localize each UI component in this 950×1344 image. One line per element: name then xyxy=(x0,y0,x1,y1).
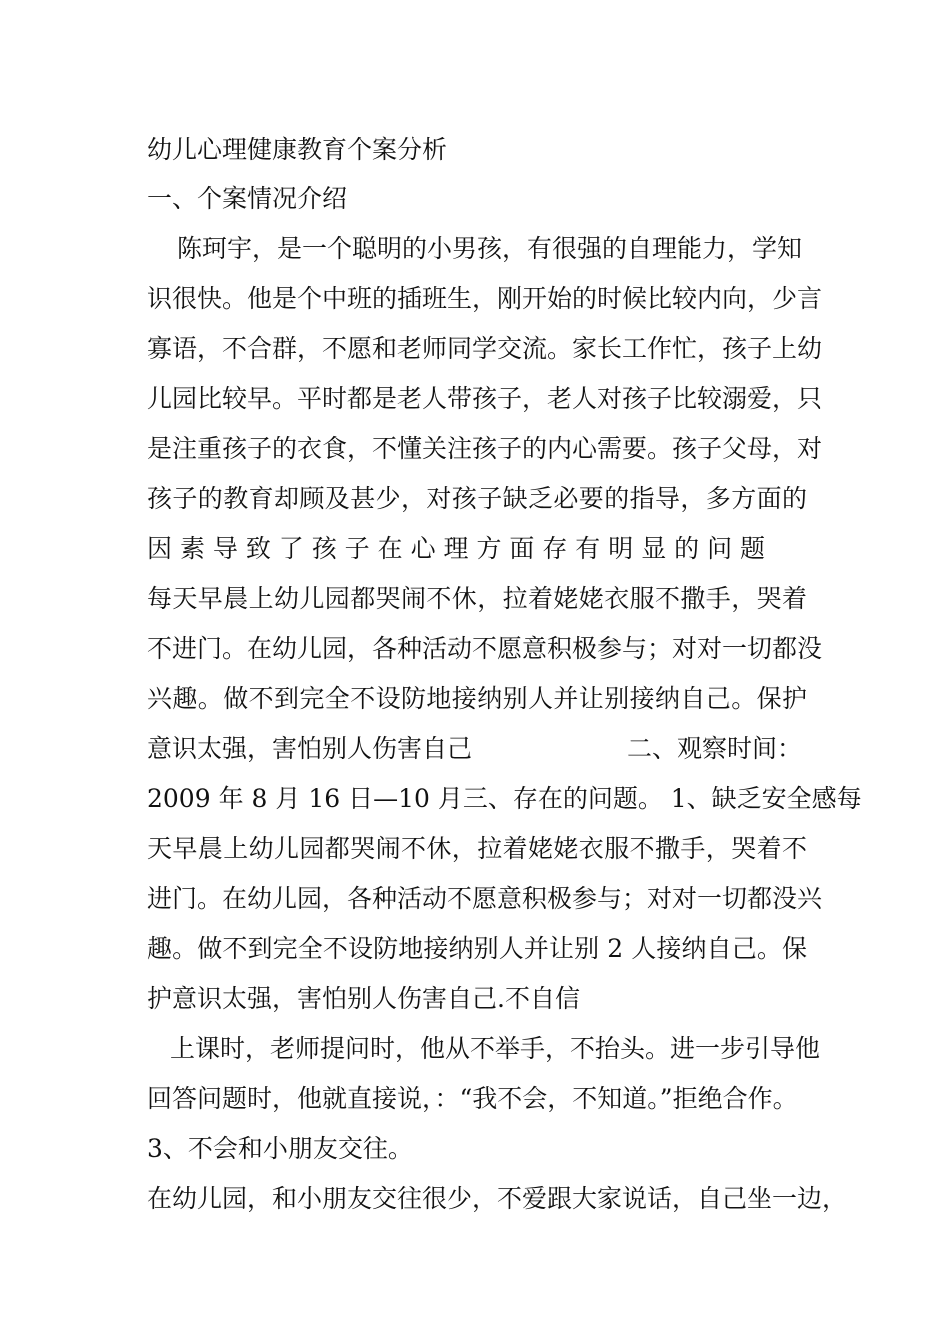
paragraph-line: 儿园比较早。平时都是老人带孩子，老人对孩子比较溺爱，只 xyxy=(147,384,823,413)
paragraph-line: 不进门。在幼儿园，各种活动不愿意积极参与；对对一切都没 xyxy=(147,634,823,663)
section-heading: 一、个案情况介绍 xyxy=(147,184,348,213)
paragraph-line: 陈珂宇，是一个聪明的小男孩，有很强的自理能力，学知 xyxy=(177,234,803,263)
paragraph-line: 每天早晨上幼儿园都哭闹不休，拉着姥姥衣服不撒手，哭着 xyxy=(147,584,807,613)
paragraph-line: 上课时，老师提问时，他从不举手，不抬头。进一步引导他 xyxy=(170,1034,821,1063)
paragraph-line: 天早晨上幼儿园都哭闹不休，拉着姥姥衣服不撒手，哭着不 xyxy=(147,834,807,863)
paragraph-line: 趣。做不到完全不设防地接纳别人并让别 2 人接纳自己。保 xyxy=(147,934,807,963)
paragraph-line: 2009 年 8 月 16 日—10 月三、存在的问题。 1、缺乏安全感每 xyxy=(147,784,862,813)
paragraph-line: 意识太强，害怕别人伤害自己 xyxy=(147,734,473,763)
paragraph-line: 识很快。他是个中班的插班生，刚开始的时候比较内向，少言 xyxy=(147,284,823,313)
paragraph-line: 回答问题时，他就直接说，：“我不会，不知道。”拒绝合作。 xyxy=(147,1084,798,1113)
paragraph-line: 兴趣。做不到完全不设防地接纳别人并让别接纳自己。保护 xyxy=(147,684,807,713)
paragraph-line: 在幼儿园，和小朋友交往很少，不爱跟大家说话，自己坐一边， xyxy=(147,1184,848,1213)
paragraph-line: 护意识太强，害怕别人伤害自己.不自信 xyxy=(147,984,580,1013)
paragraph-line: 孩子的教育却顾及甚少，对孩子缺乏必要的指导，多方面的 xyxy=(147,484,807,513)
document-title: 幼儿心理健康教育个案分析 xyxy=(147,135,448,164)
paragraph-line: 因 素 导 致 了 孩 子 在 心 理 方 面 存 有 明 显 的 问 题 xyxy=(147,534,766,563)
paragraph-line: 寡语，不合群，不愿和老师同学交流。家长工作忙，孩子上幼 xyxy=(147,334,823,363)
paragraph-line: 进门。在幼儿园，各种活动不愿意积极参与；对对一切都没兴 xyxy=(147,884,823,913)
section-heading: 3、不会和小朋友交往。 xyxy=(147,1134,413,1163)
paragraph-line: 是注重孩子的衣食，不懂关注孩子的内心需要。孩子父母，对 xyxy=(147,434,823,463)
section-heading: 二、观察时间： xyxy=(627,734,803,763)
